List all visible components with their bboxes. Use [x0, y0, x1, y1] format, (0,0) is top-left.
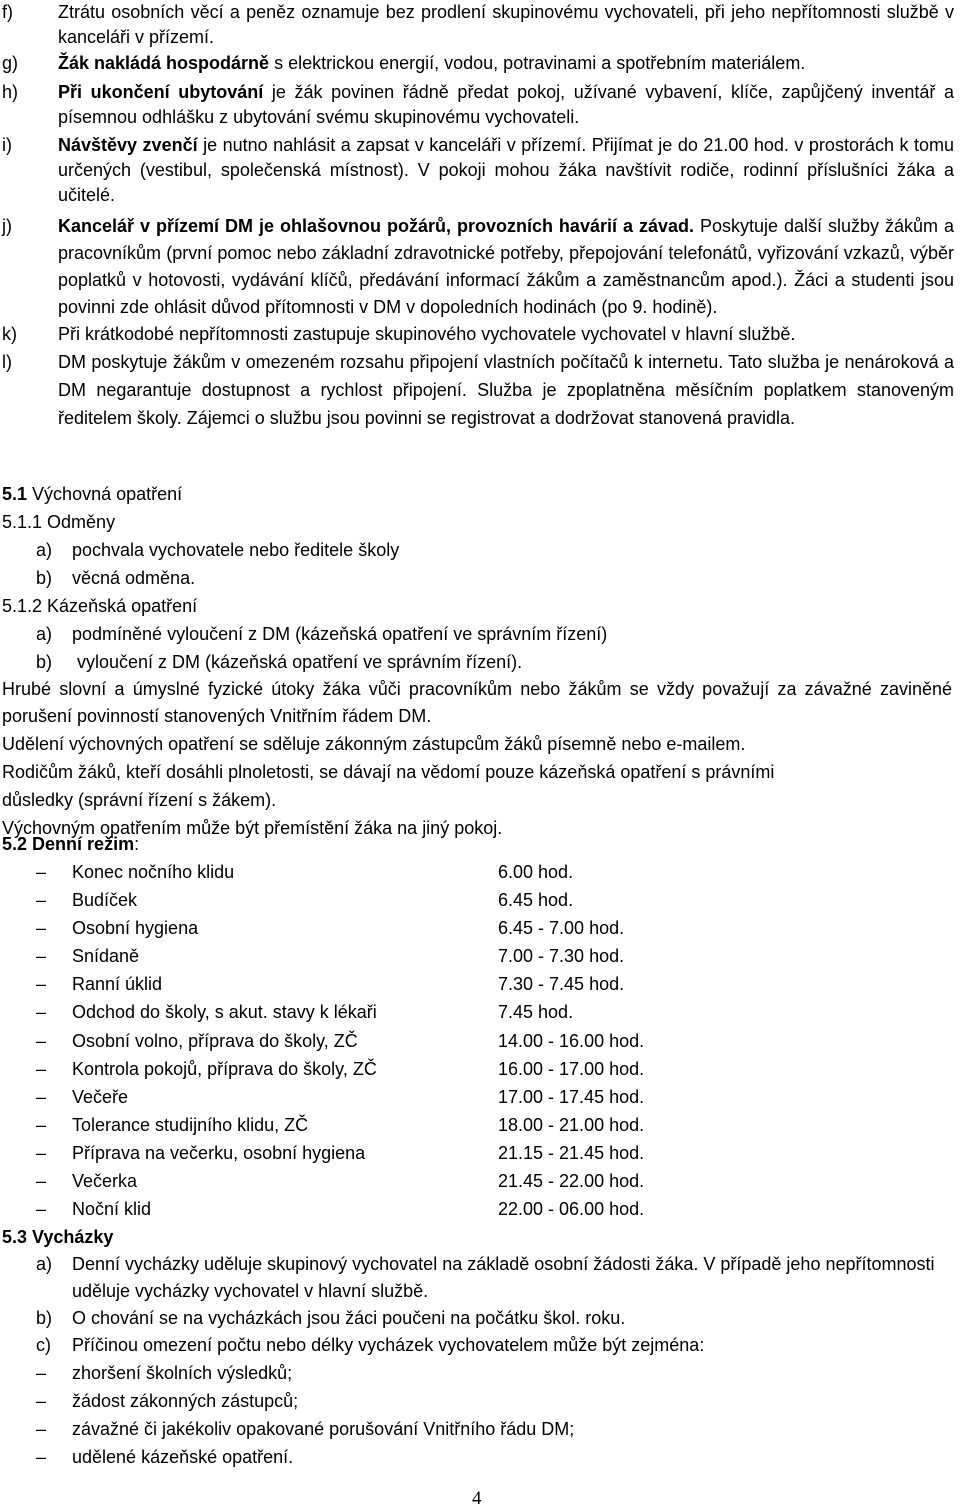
item-label: l)	[2, 352, 12, 372]
schedule-time: 16.00 - 17.00 hod.	[498, 1058, 645, 1079]
list-item: a) podmíněné vyloučení z DM (kázeňská opatření ve správním řízení)	[36, 624, 608, 644]
schedule-time: 7.00 - 7.30 hod.	[498, 946, 625, 967]
list-item: a) pochvala vychovatele nebo ředitele školy	[36, 540, 400, 560]
item-label: f)	[2, 2, 13, 22]
schedule-time: 7.45 hod.	[498, 1002, 574, 1023]
section-heading: 5.2 Denní režim:	[2, 834, 140, 854]
schedule-activity: Ranní úklid	[72, 974, 163, 995]
item-text: s elektrickou energií, vodou, potravinami a spotřebním materiálem.	[269, 53, 806, 73]
item-bold: Kancelář v přízemí DM je ohlašovnou požárů, provozních havárií a závad.	[58, 216, 694, 236]
section-5-3	[0, 1223, 958, 1471]
schedule-row	[0, 1083, 958, 1111]
vychazky-item-c: c) Příčinou omezení počtu nebo délky vycházek vychovatelem může být zejména:	[0, 1332, 958, 1359]
item-bold: Žák nakládá hospodárně	[58, 53, 270, 73]
reason-text: udělené kázeňské opatření.	[72, 1447, 294, 1467]
item-label: j)	[2, 216, 12, 236]
section-heading	[0, 1223, 958, 1251]
item-text: DM poskytuje žákům v omezeném rozsahu připojení vlastních počítačů k internetu. Tato služba je nenároková a DM negarantuje dostupnost a rychlost připojení. Služba je zpoplatněna měsíčním poplatkem stanoveným ředitelem školy. Zájemci o službu jsou povinni se registrovat a dodržovat stanovená pravidla.	[58, 352, 954, 428]
schedule-row	[0, 1055, 958, 1083]
item-bold: Při ukončení ubytování	[58, 82, 264, 102]
item-text: Denní vycházky uděluje skupinový vychovatel na základě osobní žádosti žáka. V případě jeho nepřítomnosti uděluje vycházky vychovatel v hlavní službě.	[72, 1254, 935, 1301]
dash-bullet: –	[36, 1447, 47, 1467]
section-5-1	[0, 480, 958, 842]
paragraph: Hrubé slovní a úmyslné fyzické útoky žáka vůči pracovníkům nebo žákům se vždy považují za závažné zaviněné porušení povinností stanovených Vnitřním řádem DM.	[2, 679, 952, 726]
item-label: h)	[2, 82, 19, 102]
dash-bullet: –	[36, 1002, 47, 1023]
schedule-row	[0, 858, 958, 886]
dash-bullet: –	[36, 1171, 47, 1192]
item-g	[0, 51, 958, 76]
reasons-list	[0, 1359, 958, 1471]
vychazky-item-b: b) O chování se na vycházkách jsou žáci poučeni na počátku škol. roku.	[0, 1305, 958, 1332]
reason-item	[0, 1443, 958, 1471]
schedule-row	[0, 886, 958, 914]
dash-bullet: –	[36, 946, 47, 967]
item-text: Příčinou omezení počtu nebo délky vycházek vychovatelem může být zejména:	[72, 1335, 705, 1355]
paragraph: Rodičům žáků, kteří dosáhli plnoletosti, se dávají na vědomí pouze kázeňská opatření s právními	[2, 762, 775, 782]
dash-bullet: –	[36, 1058, 47, 1079]
item-text: Poskytuje další služby žákům a pracovníkům (první pomoc nebo základní zdravotnické potřeby, přepojování telefonátů, vyřizování vzkazů, výběr poplatků v hotovosti, vydávání klíčů, předávání informací žákům a zaměstnancům apod.). Žáci a studenti jsou povinni zde ohlásit důvod přítomnosti v DM v dopoledních hodinách (po 9. hodině).	[58, 216, 954, 317]
schedule-time: 21.45 - 22.00 hod.	[498, 1171, 645, 1192]
odmeny-list	[0, 536, 958, 592]
item-text: je nutno nahlásit a zapsat v kanceláři v přízemí. Přijímat je do 21.00 hod. v prostorách k tomu určených (vestibul, společenská místnost). V pokoji mohou žáka navštívit rodiče, rodinní příslušníci žáka a učitelé.	[58, 135, 954, 205]
item-h	[0, 80, 958, 130]
schedule-row	[0, 1167, 958, 1195]
dash-bullet: –	[36, 890, 47, 911]
item-j	[0, 213, 958, 321]
schedule-time: 14.00 - 16.00 hod.	[498, 1030, 645, 1051]
section-title: Vycházky	[32, 1227, 114, 1247]
schedule-time: 6.45 hod.	[498, 890, 574, 911]
schedule-time: 17.00 - 17.45 hod.	[498, 1086, 645, 1107]
schedule-activity: Večerka	[72, 1171, 138, 1192]
schedule-row	[0, 998, 958, 1026]
section-title: Denní režim	[32, 834, 135, 854]
reason-text: žádost zákonných zástupců;	[72, 1391, 299, 1411]
item-label: i)	[2, 135, 12, 155]
list-item: b) věcná odměna.	[36, 568, 196, 588]
schedule-activity: Kontrola pokojů, příprava do školy, ZČ	[72, 1058, 377, 1079]
reason-text: závažné či jakékoliv opakované porušování Vnitřního řádu DM;	[72, 1419, 575, 1439]
schedule-time: 7.30 - 7.45 hod.	[498, 974, 625, 995]
dash-bullet: –	[36, 918, 47, 939]
item-text: O chování se na vycházkách jsou žáci poučeni na počátku škol. roku.	[72, 1308, 626, 1328]
dash-bullet: –	[36, 1419, 47, 1439]
schedule-activity: Večeře	[72, 1086, 129, 1107]
schedule-row	[0, 914, 958, 942]
schedule-time: 6.45 - 7.00 hod.	[498, 918, 625, 939]
schedule-time: 22.00 - 06.00 hod.	[498, 1199, 645, 1220]
section-number: 5.3	[2, 1227, 28, 1247]
item-label: k)	[2, 324, 17, 344]
schedule-row	[0, 942, 958, 970]
dash-bullet: –	[36, 1142, 47, 1163]
section-title: Výchovná opatření	[32, 484, 183, 504]
reason-item	[0, 1387, 958, 1415]
schedule-activity: Odchod do školy, s akut. stavy k lékaři	[72, 1002, 377, 1023]
dash-bullet: –	[36, 974, 47, 995]
page-number: 4	[472, 1488, 482, 1509]
reason-item	[0, 1415, 958, 1443]
dash-bullet: –	[36, 1114, 47, 1135]
schedule-activity: Konec nočního klidu	[72, 862, 235, 882]
schedule-time: 21.15 - 21.45 hod.	[498, 1142, 645, 1163]
schedule-activity: Tolerance studijního klidu, ZČ	[72, 1114, 309, 1135]
schedule-activity: Snídaně	[72, 946, 140, 967]
item-text: je žák povinen řádně předat pokoj, užívané vybavení, klíče, zapůjčený inventář a písemnou odhlášku z ubytování svému skupinovému vychovateli.	[58, 82, 954, 127]
schedule-activity: Osobní volno, příprava do školy, ZČ	[72, 1030, 358, 1051]
schedule-activity: Noční klid	[72, 1199, 152, 1220]
dash-bullet: –	[36, 1030, 47, 1051]
schedule-row	[0, 1139, 958, 1167]
item-text: Ztrátu osobních věcí a peněz oznamuje bez prodlení skupinovému vychovateli, při jeho nepřítomnosti službě v kanceláři v přízemí.	[58, 2, 954, 47]
schedule-row	[0, 1195, 958, 1223]
schedule-time: 18.00 - 21.00 hod.	[498, 1114, 645, 1135]
subsection-title-odmeny: 5.1.1 Odměny	[2, 512, 116, 532]
schedule-row	[0, 1027, 958, 1055]
paragraph: Výchovným opatřením může být přemístění žáka na jiný pokoj.	[2, 818, 503, 838]
items-top	[0, 0, 958, 432]
section-number: 5.2	[2, 834, 28, 854]
item-k	[0, 321, 958, 348]
dash-bullet: –	[36, 1199, 47, 1220]
reason-item	[0, 1359, 958, 1387]
paragraph: Udělení výchovných opatření se sděluje zákonným zástupcům žáků písemně nebo e-mailem.	[2, 734, 746, 754]
item-label: g)	[2, 53, 19, 73]
section-5-2	[0, 830, 958, 1223]
section-number: 5.1	[2, 484, 28, 504]
reason-text: zhoršení školních výsledků;	[72, 1363, 293, 1383]
subsection-title-kazenska: 5.1.2 Kázeňská opatření	[2, 596, 198, 616]
dash-bullet: –	[36, 1086, 47, 1107]
schedule-activity: Budíček	[72, 890, 138, 911]
item-i	[0, 133, 958, 208]
schedule-row	[0, 970, 958, 998]
item-l	[0, 348, 958, 432]
item-bold: Návštěvy zvenčí	[58, 135, 198, 155]
section-heading	[0, 480, 958, 508]
schedule-row	[0, 1111, 958, 1139]
item-text: Při krátkodobé nepřítomnosti zastupuje skupinového vychovatele vychovatel v hlavní službě.	[58, 324, 796, 344]
dash-bullet: –	[36, 862, 47, 882]
kazenska-list	[0, 620, 958, 676]
schedule-activity: Osobní hygiena	[72, 918, 199, 939]
paragraph: důsledky (správní řízení s žákem).	[2, 790, 277, 810]
vychazky-item-a: a) Denní vycházky uděluje skupinový vychovatel na základě osobní žádosti žáka. V případě jeho nepřítomnosti uděluje vycházky vychovatel v hlavní službě.	[0, 1251, 958, 1305]
item-f	[0, 0, 958, 50]
dash-bullet: –	[36, 1391, 47, 1411]
schedule-list	[0, 858, 958, 1223]
list-item: b) vyloučení z DM (kázeňská opatření ve správním řízení).	[36, 652, 523, 672]
schedule-time: 6.00 hod.	[498, 862, 574, 882]
schedule-activity: Příprava na večerku, osobní hygiena	[72, 1142, 366, 1163]
dash-bullet: –	[36, 1363, 47, 1383]
